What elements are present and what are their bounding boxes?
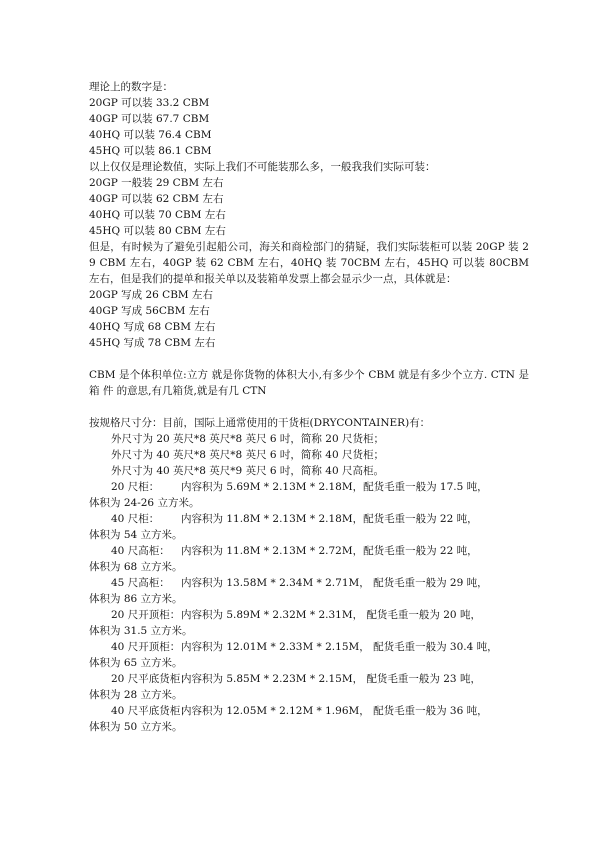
theory-line-20gp: 20GP 可以装 33.2 CBM — [89, 97, 210, 109]
declared-line-40gp: 40GP 写成 56CBM 左右 — [89, 305, 210, 317]
container-label: 40 尺开顶柜： — [111, 641, 181, 653]
container-dims: 内容积为 12.05M * 2.12M * 1.96M， 配货毛重一般为 36 吨， — [181, 705, 488, 717]
specs-heading: 按规格尺寸分：目前，国际上通常使用的干货柜(DRYCONTAINER)有： — [89, 417, 431, 429]
container-spec-row — [89, 511, 529, 527]
container-label: 20 尺柜： — [111, 481, 160, 493]
actual-line-20gp: 20GP 一般装 29 CBM 左右 — [89, 177, 224, 189]
container-dims: 内容积为 5.85M * 2.23M * 2.15M， 配货毛重一般为 23 吨， — [181, 673, 481, 685]
document-body — [89, 79, 529, 735]
container-dims: 内容积为 13.58M * 2.34M * 2.71M， 配货毛重一般为 29 吨， — [181, 577, 488, 589]
theory-line-40gp: 40GP 可以装 67.7 CBM — [89, 113, 210, 125]
container-volume: 体积为 54 立方米。 — [89, 529, 183, 541]
container-volume: 体积为 28 立方米。 — [89, 689, 183, 701]
outer-size-20: 外尺寸为 20 英尺*8 英尺*8 英尺 6 吋，简称 20 尺货柜； — [111, 433, 384, 445]
actual-line-40hq: 40HQ 可以装 70 CBM 左右 — [89, 209, 226, 221]
cbm-note: CBM 是个体积单位:立方 就是你货物的体积大小,有多少个 CBM 就是有多少个立方. CTN 是箱 件 的意思,有几箱货,就是有几 CTN — [89, 369, 529, 397]
container-spec-row — [89, 671, 529, 687]
container-label: 20 尺平底货柜： — [111, 673, 191, 685]
container-volume: 体积为 68 立方米。 — [89, 561, 183, 573]
theory-line-45hq: 45HQ 可以装 86.1 CBM — [89, 145, 212, 157]
container-spec-row — [89, 575, 529, 591]
container-spec-row — [89, 703, 529, 719]
container-label: 20 尺开顶柜： — [111, 609, 181, 621]
outer-size-40hq: 外尺寸为 40 英尺*8 英尺*9 英尺 6 吋，简称 40 尺高柜。 — [111, 465, 384, 477]
container-volume: 体积为 65 立方米。 — [89, 657, 183, 669]
container-dims: 内容积为 5.69M * 2.13M * 2.18M，配货毛重一般为 17.5 吨， — [181, 481, 488, 493]
spacer — [89, 351, 529, 367]
container-dims: 内容积为 12.01M * 2.33M * 2.15M， 配货毛重一般为 30.4 吨， — [181, 641, 498, 653]
declared-line-20gp: 20GP 写成 26 CBM 左右 — [89, 289, 214, 301]
actual-heading: 以上仅仅是理论数值，实际上我们不可能装那么多，一般我我们实际可装： — [89, 161, 436, 173]
container-label: 40 尺高柜： — [111, 545, 170, 557]
container-volume: 体积为 50 立方米。 — [89, 721, 183, 733]
actual-line-40gp: 40GP 可以装 62 CBM 左右 — [89, 193, 224, 205]
container-label: 40 尺柜： — [111, 513, 160, 525]
container-volume: 体积为 86 立方米。 — [89, 593, 183, 605]
container-volume: 体积为 31.5 立方米。 — [89, 625, 193, 637]
container-spec-row — [89, 479, 529, 495]
container-spec-row — [89, 543, 529, 559]
declared-line-45hq: 45HQ 写成 78 CBM 左右 — [89, 337, 216, 349]
container-dims: 内容积为 11.8M * 2.13M * 2.72M，配货毛重一般为 22 吨， — [181, 545, 478, 557]
container-spec-row — [89, 607, 529, 623]
actual-line-45hq: 45HQ 可以装 80 CBM 左右 — [89, 225, 226, 237]
container-volume: 体积为 24-26 立方米。 — [89, 497, 200, 509]
theory-line-40hq: 40HQ 可以装 76.4 CBM — [89, 129, 212, 141]
outer-size-40: 外尺寸为 40 英尺*8 英尺*8 英尺 6 吋，简称 40 尺货柜； — [111, 449, 384, 461]
container-label: 40 尺平底货柜： — [111, 705, 191, 717]
declared-line-40hq: 40HQ 写成 68 CBM 左右 — [89, 321, 216, 333]
container-dims: 内容积为 5.89M * 2.32M * 2.31M， 配货毛重一般为 20 吨， — [181, 609, 481, 621]
theory-heading: 理论上的数字是： — [89, 81, 173, 93]
declared-paragraph: 但是，有时候为了避免引起船公司，海关和商检部门的猜疑，我们实际装柜可以装 20GP 装 29 CBM 左右，40GP 装 62 CBM 左右，40HQ 装 70CBM 左右，45HQ 可以装 80CBM 左右，但是我们的提单和报关单以及装箱单发票上都会显示少一点，具体就是： — [89, 241, 529, 285]
container-dims: 内容积为 11.8M * 2.13M * 2.18M，配货毛重一般为 22 吨， — [181, 513, 478, 525]
container-spec-row — [89, 639, 529, 655]
spacer — [89, 399, 529, 415]
container-label: 45 尺高柜： — [111, 577, 170, 589]
